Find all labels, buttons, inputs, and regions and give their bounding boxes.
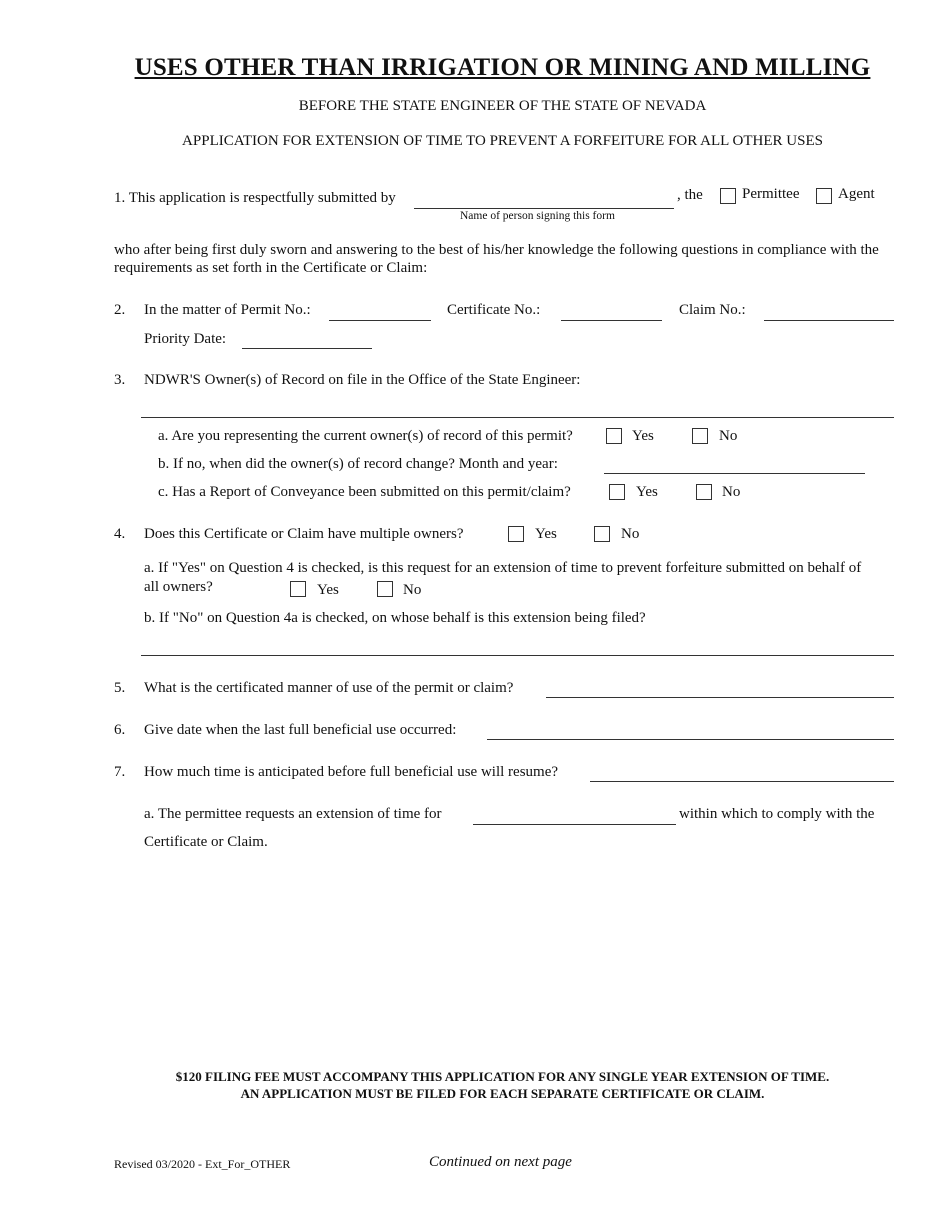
revision-footer: Revised 03/2020 - Ext_For_OTHER [114, 1157, 291, 1171]
q3a-yes-checkbox[interactable] [606, 428, 622, 444]
agent-checkbox[interactable] [816, 188, 832, 204]
sworn-statement: who after being first duly sworn and answering to the best of his/her knowledge the following questions in compliance with the requirements as set forth in the Certificate or Claim: [114, 242, 879, 276]
q3b-text: b. If no, when did the owner(s) of record change? Month and year: [158, 456, 558, 472]
q5-text: What is the certificated manner of use of the permit or claim? [144, 680, 514, 696]
q3a-no-label: No [719, 428, 738, 444]
q3c-yes-label: Yes [636, 484, 658, 500]
q4-text: Does this Certificate or Claim have multiple owners? [144, 526, 464, 542]
signer-name-field[interactable] [414, 208, 674, 209]
form-title: USES OTHER THAN IRRIGATION OR MINING AND MILLING [134, 54, 871, 81]
q5-manner-of-use-field[interactable] [546, 697, 894, 698]
q7a-text: a. The permittee requests an extension of time for [144, 806, 442, 822]
q6-number: 6. [114, 722, 126, 738]
filing-fee-notice: $120 FILING FEE MUST ACCOMPANY THIS APPLICATION FOR ANY SINGLE YEAR EXTENSION OF TIME. [175, 1069, 830, 1084]
q2-number: 2. [114, 302, 126, 318]
subtitle-state-engineer: BEFORE THE STATE ENGINEER OF THE STATE OF NEVADA [298, 98, 707, 114]
continued-footer: Continued on next page [429, 1154, 572, 1170]
q3c-no-checkbox[interactable] [696, 484, 712, 500]
q4-yes-checkbox[interactable] [508, 526, 524, 542]
q4a-yes-checkbox[interactable] [290, 581, 306, 597]
q7-text: How much time is anticipated before full beneficial use will resume? [144, 764, 559, 780]
agent-label: Agent [838, 186, 875, 202]
q3c-no-label: No [722, 484, 741, 500]
q1-text: 1. This application is respectfully submitted by [114, 190, 396, 206]
q4b-behalf-field[interactable] [141, 655, 894, 656]
q7a-extension-field[interactable] [473, 824, 676, 825]
q7a-text-line2: Certificate or Claim. [144, 834, 268, 850]
permit-no-field[interactable] [329, 320, 431, 321]
q5-number: 5. [114, 680, 126, 696]
q3a-no-checkbox[interactable] [692, 428, 708, 444]
q3c-text: c. Has a Report of Conveyance been submitted on this permit/claim? [158, 484, 571, 500]
q7a-text-continued: within which to comply with the [679, 806, 875, 822]
q7-time-field[interactable] [590, 781, 894, 782]
owners-of-record-field[interactable] [141, 417, 894, 418]
certificate-no-label: Certificate No.: [447, 302, 541, 318]
q3c-yes-checkbox[interactable] [609, 484, 625, 500]
q6-text: Give date when the last full beneficial use occurred: [144, 722, 457, 738]
q4a-no-label: No [403, 582, 422, 598]
q3a-yes-label: Yes [632, 428, 654, 444]
q4a-no-checkbox[interactable] [377, 581, 393, 597]
claim-no-label: Claim No.: [679, 302, 746, 318]
q4b-text: b. If "No" on Question 4a is checked, on whose behalf is this extension being filed? [144, 610, 646, 626]
permittee-label: Permittee [742, 186, 800, 202]
q4-number: 4. [114, 526, 126, 542]
q4a-yes-label: Yes [317, 582, 339, 598]
q6-date-field[interactable] [487, 739, 894, 740]
q3-text: NDWR'S Owner(s) of Record on file in the Office of the State Engineer: [144, 372, 581, 388]
q4a-text-line2: all owners? [144, 579, 213, 595]
q4a-text-line1: a. If "Yes" on Question 4 is checked, is this request for an extension of time to prevent forfeiture submitted on behalf of [144, 560, 862, 576]
q4-yes-label: Yes [535, 526, 557, 542]
subtitle-application: APPLICATION FOR EXTENSION OF TIME TO PREVENT A FORFEITURE FOR ALL OTHER USES [182, 133, 823, 149]
permittee-checkbox[interactable] [720, 188, 736, 204]
certificate-no-field[interactable] [561, 320, 662, 321]
q4-no-label: No [621, 526, 640, 542]
q4-no-checkbox[interactable] [594, 526, 610, 542]
separate-application-notice: AN APPLICATION MUST BE FILED FOR EACH SEPARATE CERTIFICATE OR CLAIM. [240, 1086, 765, 1101]
claim-no-field[interactable] [764, 320, 894, 321]
q3-number: 3. [114, 372, 126, 388]
q3a-text: a. Are you representing the current owner(s) of record of this permit? [158, 428, 573, 444]
q7-number: 7. [114, 764, 126, 780]
permit-no-label: In the matter of Permit No.: [144, 302, 311, 318]
priority-date-label: Priority Date: [144, 331, 227, 347]
signer-name-caption: Name of person signing this form [460, 210, 615, 222]
q3b-month-year-field[interactable] [604, 473, 865, 474]
priority-date-field[interactable] [242, 348, 372, 349]
q1-the-label: , the [677, 187, 703, 203]
